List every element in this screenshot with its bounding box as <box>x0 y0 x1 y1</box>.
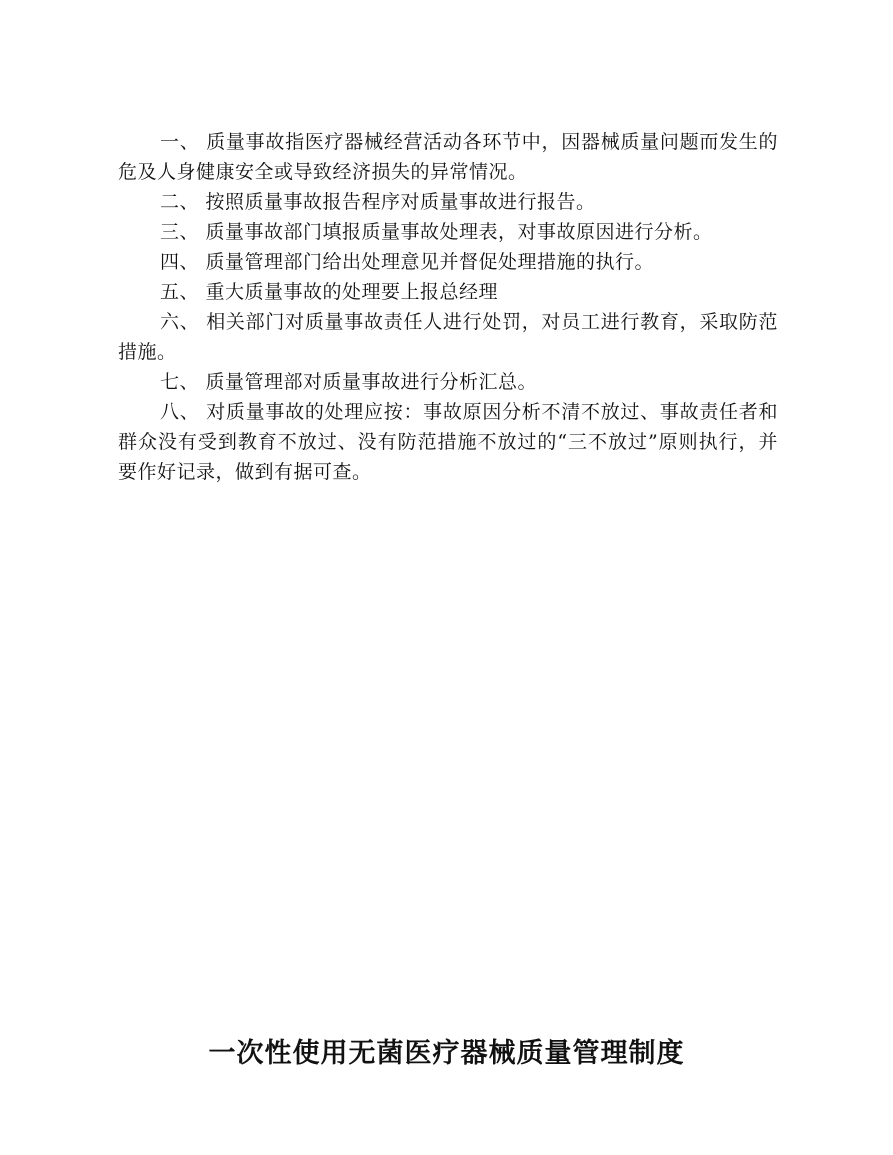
section-title: 一次性使用无菌医疗器械质量管理制度 <box>208 1038 685 1069</box>
paragraph-5: 五、 重大质量事故的处理要上报总经理 <box>160 281 499 303</box>
paragraph-7: 七、 质量管理部对质量事故进行分析汇总。 <box>160 371 538 393</box>
paragraph-1: 一、 质量事故指医疗器械经营活动各环节中，因器械质量问题而发生的危及人身健康安全或导致经济损失的异常情况。 <box>118 131 778 183</box>
paragraph-4: 四、 质量管理部门给出处理意见并督促处理措施的执行。 <box>160 251 655 273</box>
paragraph-6: 六、 相关部门对质量事故责任人进行处罚，对员工进行教育，采取防范措施。 <box>118 311 778 363</box>
paragraph-3: 三、 质量事故部门填报质量事故处理表，对事故原因进行分析。 <box>160 221 713 243</box>
paragraph-2: 二、 按照质量事故报告程序对质量事故进行报告。 <box>160 191 596 213</box>
paragraph-8: 八、 对质量事故的处理应按：事故原因分析不清不放过、事故责任者和群众没有受到教育不放过、没有防范措施不放过的“三不放过”原则执行，并要作好记录，做到有据可查。 <box>118 401 778 483</box>
document-body <box>118 127 778 487</box>
